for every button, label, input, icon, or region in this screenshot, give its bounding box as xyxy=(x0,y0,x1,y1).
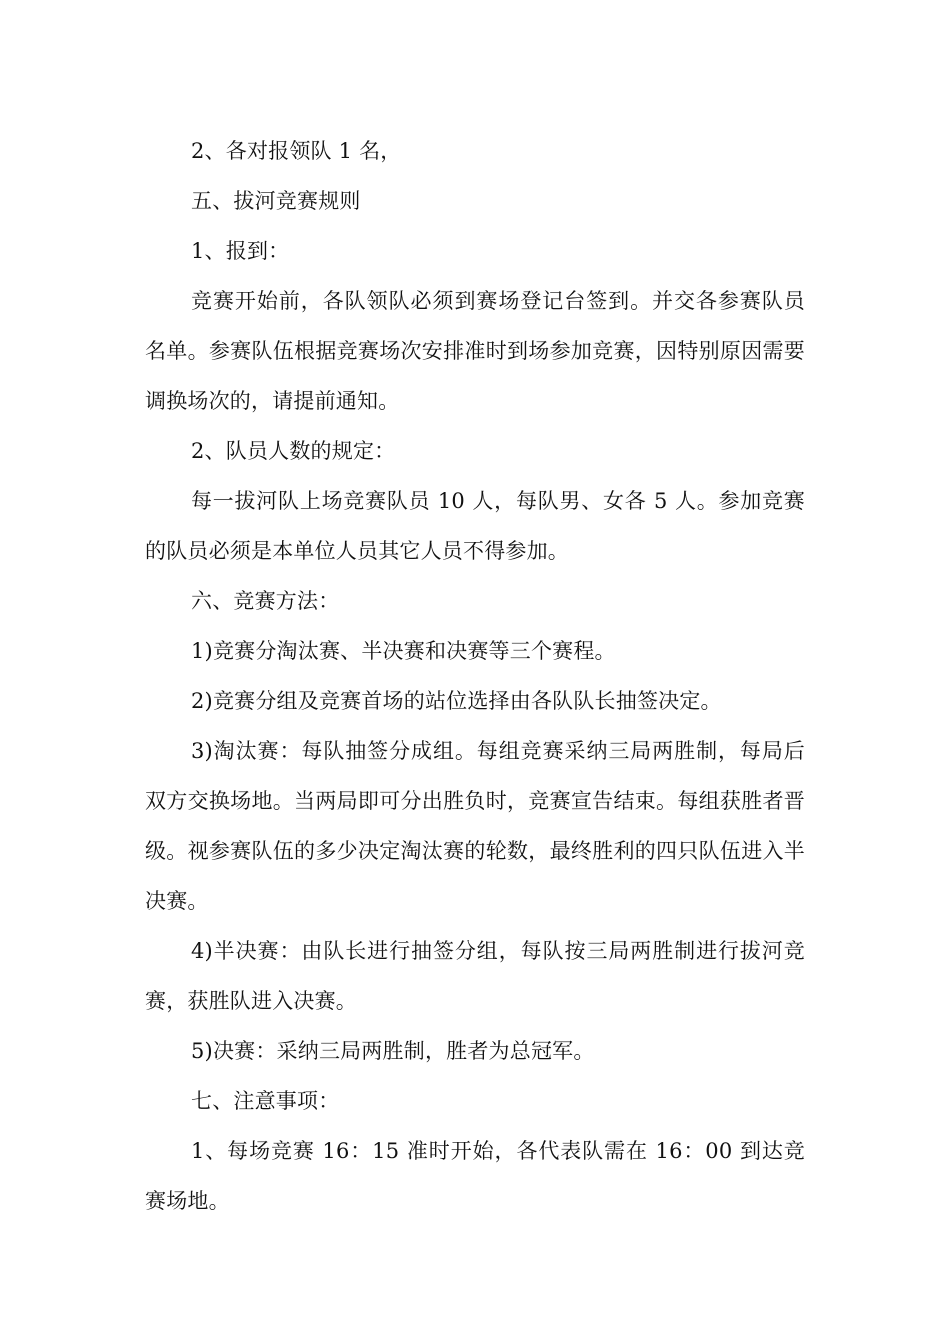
paragraph-method-4: 4)半决赛：由队长进行抽签分组，每队按三局两胜制进行拔河竞赛，获胜队进入决赛。 xyxy=(145,939,805,1013)
paragraph-registration: 竞赛开始前，各队领队必须到赛场登记台签到。并交各参赛队员名单。参赛队伍根据竞赛场次安排准时到场参加竞赛，因特别原因需要调换场次的，请提前通知。 xyxy=(145,289,805,413)
paragraph-note-1: 1、每场竞赛 16：15 准时开始，各代表队需在 16：00 到达竞赛场地。 xyxy=(145,1139,805,1213)
paragraph-method-3: 3)淘汰赛：每队抽签分成组。每组竞赛采纳三局两胜制，每局后双方交换场地。当两局即可分出胜负时，竞赛宣告结束。每组获胜者晋级。视参赛队伍的多少决定淘汰赛的轮数，最终胜利的四只队伍进入半决赛。 xyxy=(145,739,805,913)
paragraph-team-size: 每一拔河队上场竞赛队员 10 人，每队男、女各 5 人。参加竞赛的队员必须是本单位人员其它人员不得参加。 xyxy=(145,489,805,563)
paragraph-method-1: 1)竞赛分淘汰赛、半决赛和决赛等三个赛程。 xyxy=(191,639,616,663)
paragraph-method-5: 5)决赛：采纳三局两胜制，胜者为总冠军。 xyxy=(191,1039,595,1063)
paragraph-method-2: 2)竞赛分组及竞赛首场的站位选择由各队队长抽签决定。 xyxy=(191,689,722,713)
heading-notes: 七、注意事项： xyxy=(191,1089,340,1113)
subheading-registration: 1、报到： xyxy=(191,239,290,263)
heading-methods: 六、竞赛方法： xyxy=(191,589,340,613)
document-body xyxy=(145,126,805,1226)
subheading-team-size: 2、队员人数的规定： xyxy=(191,439,396,463)
paragraph-team-leader: 2、各对报领队 1 名， xyxy=(191,139,402,163)
heading-rules: 五、拔河竞赛规则 xyxy=(191,189,361,213)
